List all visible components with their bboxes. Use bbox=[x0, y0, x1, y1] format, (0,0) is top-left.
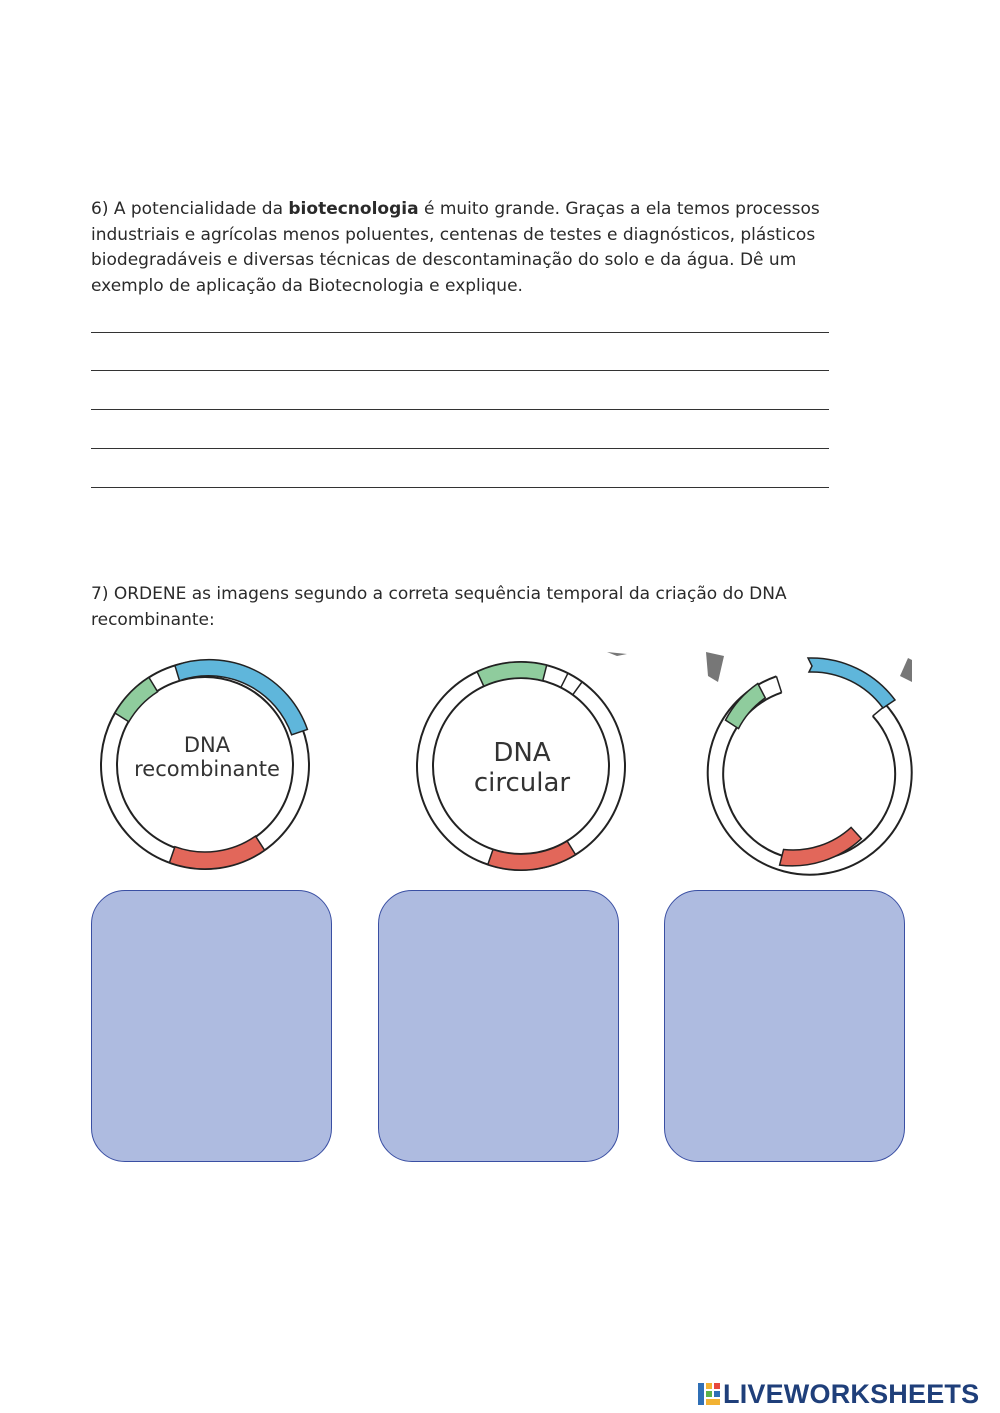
answer-line-1[interactable] bbox=[91, 332, 829, 333]
answer-box-1[interactable] bbox=[91, 890, 332, 1162]
recombinant-label-line1: DNA bbox=[183, 733, 231, 757]
answer-line-2[interactable] bbox=[91, 370, 829, 371]
recombinant-green-segment bbox=[115, 677, 158, 721]
dna-recombinant-diagram bbox=[88, 648, 328, 880]
answer-line-4[interactable] bbox=[91, 448, 829, 449]
dna-circular-diagram bbox=[405, 648, 645, 880]
bold-term: biotecnologia bbox=[288, 199, 419, 219]
enzyme-fragment-right bbox=[900, 658, 912, 682]
question-6-text: 6) A potencialidade da biotecnologia é muito grande. Graças a ela temos processos industriais e agrícolas menos poluentes, centenas de testes e diagnósticos, plásticos biodegradáveis e diversas técnicas de descontaminação do solo e da água. Dê um exemplo de aplicação da Biotecnologia e explique. bbox=[91, 199, 820, 296]
liveworksheets-logo bbox=[698, 1378, 979, 1410]
logo-blocks-icon bbox=[698, 1382, 720, 1406]
answer-box-3[interactable] bbox=[664, 890, 905, 1162]
dna-cut-plasmid-diagram bbox=[690, 648, 930, 880]
cut-plasmid-blue-fragment bbox=[808, 658, 895, 708]
cut-plasmid-red-segment bbox=[780, 827, 862, 865]
question-6-number: 6) bbox=[91, 199, 109, 219]
question-7-text: 7) ORDENE as imagens segundo a correta sequência temporal da criação do DNA recombinante: bbox=[91, 584, 787, 630]
circular-green-segment bbox=[477, 662, 547, 686]
enzyme-fragment-left bbox=[706, 652, 724, 682]
answer-line-5[interactable] bbox=[91, 487, 829, 488]
answer-line-3[interactable] bbox=[91, 409, 829, 410]
circular-label-line1: DNA bbox=[493, 738, 551, 768]
circular-red-segment bbox=[488, 841, 576, 870]
circular-label-line2: circular bbox=[473, 768, 571, 798]
recombinant-label-line2: recombinante bbox=[134, 757, 280, 781]
recombinant-blue-segment bbox=[175, 660, 308, 735]
recombinant-red-segment bbox=[169, 836, 264, 869]
answer-box-2[interactable] bbox=[378, 890, 619, 1162]
small-fragment-shape bbox=[607, 652, 627, 656]
logo-text: LIVEWORKSHEETS bbox=[723, 1378, 980, 1409]
